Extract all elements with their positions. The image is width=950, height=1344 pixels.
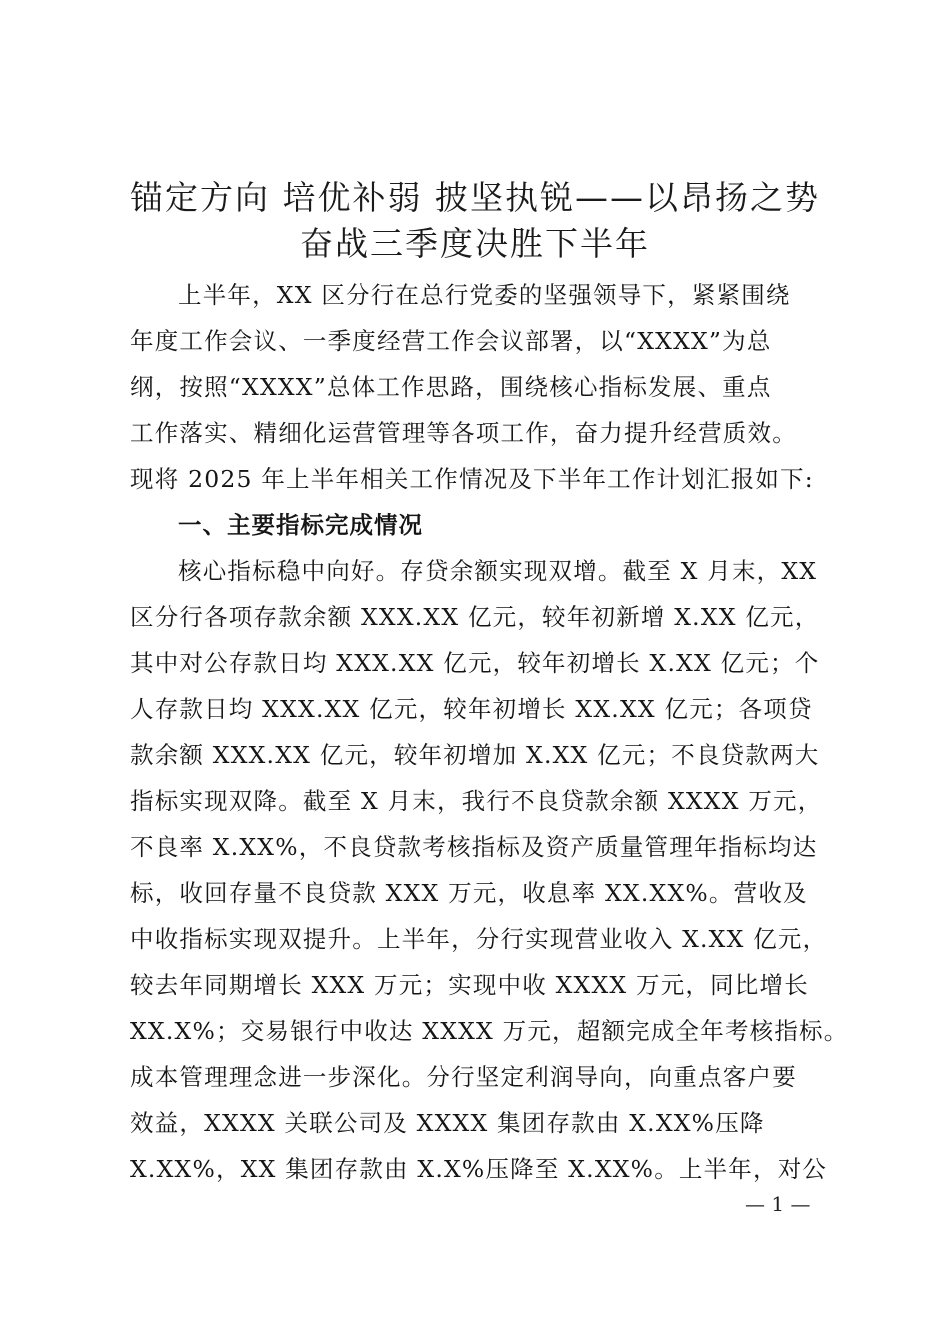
body-line: XX.X%；交易银行中收达 XXXX 万元，超额完成全年考核指标。: [130, 1017, 849, 1045]
intro-line: 现将 2025 年上半年相关工作情况及下半年工作计划汇报如下:: [130, 465, 814, 493]
body-line: 较去年同期增长 XXX 万元；实现中收 XXXX 万元，同比增长: [130, 971, 809, 999]
body-line: 其中对公存款日均 XXX.XX 亿元，较年初增长 X.XX 亿元；个: [130, 649, 820, 677]
body-line: X.XX%，XX 集团存款由 X.X%压降至 X.XX%。上半年，对公: [130, 1155, 828, 1183]
body-line: 款余额 XXX.XX 亿元，较年初增加 X.XX 亿元；不良贷款两大: [130, 741, 820, 769]
intro-line: 纲，按照“XXXX”总体工作思路，围绕核心指标发展、重点: [130, 373, 772, 401]
document-title-line-1: 锚定方向 培优补弱 披坚执锐——以昂扬之势: [130, 178, 820, 217]
document-title-line-2: 奋战三季度决胜下半年: [300, 224, 650, 263]
body-line: 区分行各项存款余额 XXX.XX 亿元，较年初新增 X.XX 亿元，: [130, 603, 820, 631]
page-number: — 1 —: [745, 1192, 811, 1216]
section-heading: 一、主要指标完成情况: [178, 511, 423, 539]
body-line: 人存款日均 XXX.XX 亿元，较年初增长 XX.XX 亿元；各项贷: [130, 695, 813, 723]
body-line: 成本管理理念进一步深化。分行坚定利润导向，向重点客户要: [130, 1063, 797, 1091]
body-line: 标，收回存量不良贷款 XXX 万元，收息率 XX.XX%。营收及: [130, 879, 808, 907]
body-line: 效益，XXXX 关联公司及 XXXX 集团存款由 X.XX%压降: [130, 1109, 765, 1137]
body-line: 不良率 X.XX%，不良贷款考核指标及资产质量管理年指标均达: [130, 833, 818, 861]
intro-line: 上半年，XX 区分行在总行党委的坚强领导下，紧紧围绕: [178, 281, 791, 309]
body-line: 指标实现双降。截至 X 月末，我行不良贷款余额 XXXX 万元，: [130, 787, 823, 815]
intro-line: 年度工作会议、一季度经营工作会议部署，以“XXXX”为总: [130, 327, 772, 355]
body-line: 中收指标实现双提升。上半年，分行实现营业收入 X.XX 亿元，: [130, 925, 828, 953]
intro-line: 工作落实、精细化运营管理等各项工作，奋力提升经营质效。: [130, 419, 797, 447]
body-line: 核心指标稳中向好。存贷余额实现双增。截至 X 月末，XX: [178, 557, 818, 585]
